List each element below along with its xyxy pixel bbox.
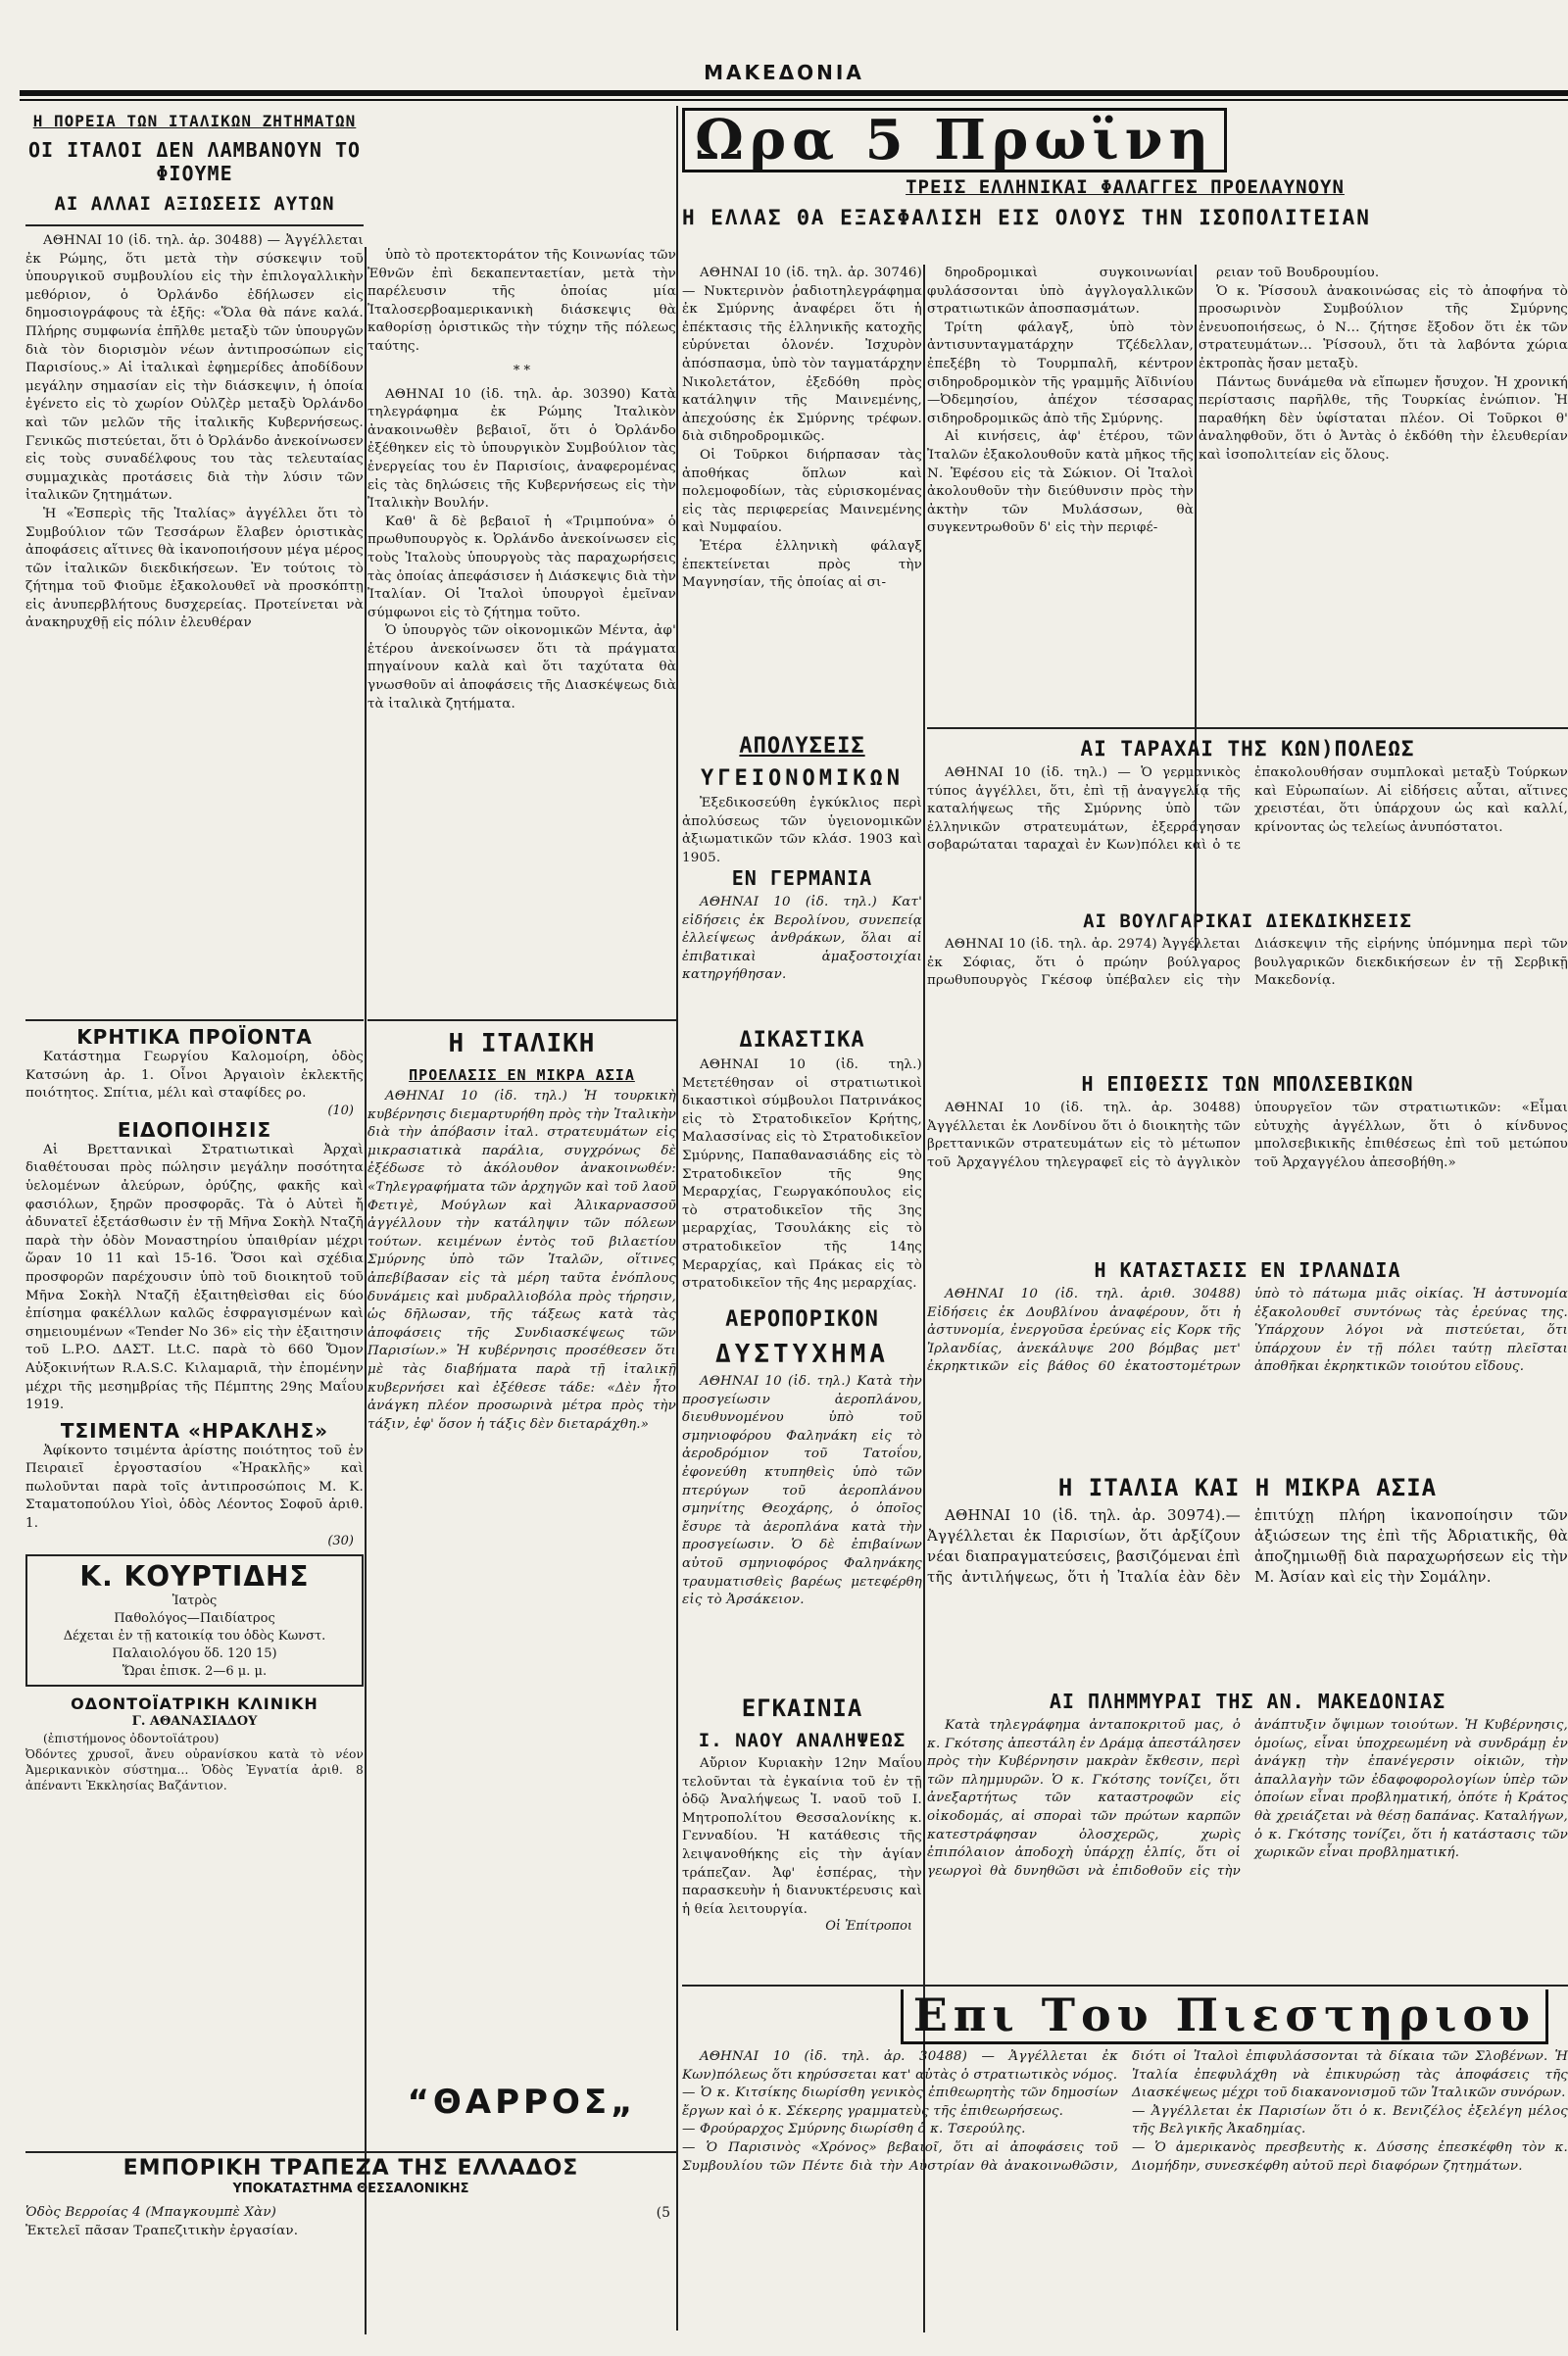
bulgarian-article — [927, 907, 1568, 1054]
kourtidis-title: Κ. ΚΟΥΡΤΙΔΗΣ — [79, 1559, 310, 1593]
egkainia-title: ΕΓΚΑΙΝΙΑ — [741, 1694, 863, 1722]
headline: ΟΙ ΙΤΑΛΟΙ ΔΕΝ ΛΑΜΒΑΝΟΥΝ ΤΟ ΦΙΟΥΜΕ — [27, 138, 362, 185]
paragraph: ΑΘΗΝΑΙ 10 (ἰδ. τηλ. ἀρ. 30488) — Ἀγγέλλεται ἐκ Κων)πόλεως ὅτι κηρύσσεται κατ' αὐτὰς ὁ στρατιωτικὸς νόμος. — Ὁ κ. Κιτσίκης διωρίσθη γενικὸς ἐπιθεωρητὴς τῶν δημοσίων ἔργων καὶ ὁ κ. Σέκερης γραμματεὺς τῆς ἐπιθεωρήσεως. — Φρούραρχος Σμύρνης διωρίσθη ὁ κ. Τσερούλης. — Ὁ Παρισινὸς «Χρόνος» βεβαιοῖ, ὅτι αἱ ἀποφάσεις τοῦ Συμβουλίου τῶν Πέντε διὰ τὴν Αὐστρίαν θὰ ἀνακοινωθῶσιν, διότι οἱ Ἰταλοὶ ἐπιφυλάσσονται τὰ δίκαια τῶν Σλοβένων. Ἡ Ἰταλία ἐπεφυλάχθη νὰ ἐπικυρώσῃ τὰς ἀποφάσεις τῆς Διασκέψεως μέχρι τοῦ διακανονισμοῦ τῶν Ἰταλικῶν συνόρων. — Ἀγγέλλεται ἐκ Παρισίων ὅτι ὁ κ. Βενιζέλος ἐξελέγη μέλος τῆς Βελγικῆς Ἀκαδημίας. — Ὁ ἀμερικανὸς πρεσβευτὴς κ. Δύσσης ἐπεσκέφθη τὸν κ. Διομήδην, συνεσκέφθη αὐτοῦ περὶ διαφόρων ζητημάτων. — [682, 2049, 1568, 2174]
press-title: Επι Του Πιεστηριου — [901, 1989, 1548, 2044]
ora-title: Ωρα 5 Πρωϊνη — [682, 108, 1227, 172]
kourtidis-body: Παθολόγος—Παιδίατρος Δέχεται ἐν τῇ κατοικίᾳ του ὁδὸς Κωνστ. Παλαιολόγου ὅδ. 120 15) Ὥραι ἐπισκ. 2—6 μ. μ. — [63, 1610, 326, 1679]
paragraph: Τρίτη φάλαγξ, ὑπὸ τὸν ἀντισυνταγματάρχην Τζέδελλαν, ἐπεξέβη τὸ Τουρμπαλῆ, κέντρον σιδηροδρομικὸν τῆς γραμμῆς Ἀϊδινίου—Ὀδεμησίου, ἀπέχον τέσσαρας σιδηροδρομικῶς ἀπὸ τῆς Σμύρνης. — [927, 319, 1194, 426]
tharros-box — [368, 2083, 676, 2141]
kourtidis-role: Ἰατρὸς — [172, 1593, 218, 1608]
paragraph: ὑπὸ τὸ προτεκτοράτον τῆς Κοινωνίας τῶν Ἐθνῶν ἐπὶ δεκαπενταετίαν, μετὰ τὴν παρέλευσιν τῆς ὁποίας μία Ἰταλοσερβοαμερικανικὴ διάσκεψις θὰ καθορίσῃ ὁριστικῶς τὴν τύχην τῆς πόλεως ταύτης. — [368, 248, 676, 354]
bank-subtitle: ΥΠΟΚΑΤΑΣΤΗΜΑ ΘΕΣΣΑΛΟΝΙΚΗΣ — [232, 2182, 469, 2196]
paragraph: ρειαν τοῦ Βουδρουμίου. — [1216, 266, 1380, 280]
greek-advance-continued — [927, 265, 1194, 725]
paragraph: δηροδρομικαὶ συγκοινωνίαι φυλάσσονται ὑπὸ ἀγγλογαλλικῶν στρατιωτικῶν ἀποσπασμάτων. — [927, 266, 1194, 318]
ora-header — [682, 108, 1568, 265]
italy-asia-article — [927, 1470, 1568, 1666]
paragraph: Ἐξεδικοσεύθη ἐγκύκλιος περὶ ἀπολύσεως τῶν ὑγειονομικῶν ἀξιωματικῶν τῶν κλάσ. 1903 καὶ 1905. — [682, 796, 922, 865]
paragraph: ΑΘΗΝΑΙ 10 (ἰδ. τηλ. ἀρ. 2974) Ἀγγέλλεται ἐκ Σόφιας, ὅτι ὁ πρώην βούλγαρος πρωθυπουργὸς Γκέσοφ ὑπέβαλεν εἰς τὴν Διάσκεψιν τῆς εἰρήνης ὑπόμνημα περὶ τῶν βουλγαρικῶν διεκδικήσεων ἐν τῇ Σερβικῇ Μακεδονίᾳ. — [927, 937, 1568, 989]
paragraph: Αὔριον Κυριακὴν 12ην Μαΐου τελοῦνται τὰ ἐγκαίνια τοῦ ἐν τῇ ὁδῷ Ἀναλήψεως Ἱ. ναοῦ τοῦ Ι. Μητροπολίτου Θεσσαλονίκης κ. Γενναδίου. Ἡ κατάθεσις τῆς λειψανοθήκης εἰς τὴν ἁγίαν τράπεζαν. Ἀφ' ἑσπέρας, τὴν παρασκευὴν ἡ διανυκτέρευσις καὶ ἡ θεία λειτουργία. — [682, 1756, 922, 1917]
greek-advance-end — [1199, 265, 1568, 725]
greek-advance-article — [682, 265, 922, 725]
paragraph: Ἡ «Ἑσπερὶς τῆς Ἰταλίας» ἀγγέλλει ὅτι τὸ Συμβούλιον τῶν Τεσσάρων ἔλαβεν ὁριστικὰς ἀποφάσεις αἵτινες θὰ ἱκανοποιήσουν μέγα μέρος τῶν ἰταλικῶν διεκδικήσεων. Ἐν τούτοις τὸ ζήτημα τοῦ Φιοῦμε ἐξακολουθεῖ νὰ προσκόπτῃ εἰς ἀνυπερβλήτους δυσχερείας. Προτείνεται νὰ ἀνακηρυχθῇ εἰς πόλιν ἐλευθέραν — [25, 506, 364, 631]
constantinople-title: ΑΙ ΤΑΡΑΧΑΙ ΤΗΣ ΚΩΝ)ΠΟΛΕΩΣ — [1080, 737, 1415, 761]
top-rule-thin — [20, 99, 1568, 101]
paragraph: ΑΘΗΝΑΙ 10 (ἰδ. τηλ. ἀρ. 30488) Ἀγγέλλεται ἐκ Λονδίνου ὅτι ὁ διοικητὴς τῶν βρεττανικῶν στρατευμάτων εἰς τὸ μέτωπον τοῦ Ἀρχαγγέλου τηλεγραφεῖ εἰς τὸ ἀγγλικὸν ὑπουργεῖον τῶν στρατιωτικῶν: «Εἶμαι εὐτυχὴς ἀγγέλλων, ὅτι ὁ κίνδυνος μπολσεβικικῆς ἐπιθέσεως ἐπὶ τοῦ μετώπου τοῦ Ἀρχαγγέλου ἀπεσοβήθη.» — [927, 1101, 1568, 1170]
ireland-article — [927, 1254, 1568, 1470]
column-rule — [365, 247, 367, 2334]
italian-issues-continued — [368, 247, 676, 1011]
paragraph: Καθ' ἃ δὲ βεβαιοῖ ἡ «Τριμπούνα» ὁ πρωθυπουργὸς κ. Ὀρλάνδο ἀνεκοίνωσεν εἰς τοὺς Ἰταλοὺς ὑπουργοὺς τὰς παραχωρήσεις τὰς ὁποίας ἀπεφάσισεν ἡ Διάσκεψις διὰ τὴν Ἰταλίαν. Οἱ Ἰταλοὶ ὑπουργοὶ ἐμεῖναν σύμφωνοι εἰς τὸ ζήτημα τοῦτο. — [368, 514, 676, 620]
paragraph: ΑΘΗΝΑΙ 10 (ἰδ. τηλ. ἀρ. 30488) — Ἀγγέλλεται ἐκ Ρώμης, ὅτι μετὰ τὴν σύσκεψιν τοῦ ὑπουργικοῦ συμβουλίου εἰς τὴν ἐπιλογαλλικὴν μεθόριον, ὁ Ὀρλάνδο ἐδήλωσεν εἰς δημοσιογράφους τὰ ἑξῆς: «Ὅλα θὰ πάνε καλά. Πλήρης συμφωνία ἐπῆλθε μεταξὺ τῶν ὑπουργῶν διὰ τὸν διορισμὸν νέων ἀντιπροσώπων εἰς Παρισίους.» Αἱ ἰταλικαὶ ἐφημερίδες ἀποδίδουν μεγάλην σημασίαν εἰς τὴν διάσκεψιν, ἡ ὁποία ἐγένετο εἰς τὸ χωρίον Οὐλζὲρ μεταξὺ Ὀρλάνδο καὶ τῶν μελῶν τῆς ἰταλικῆς Κυβερνήσεως. Γενικῶς πιστεύεται, ὅτι ὁ Ὀρλάνδο ἀνεκοίνωσεν εἰς τοὺς συναδέλφους του τὰς τελευταίας συμμαχικὰς προτάσεις διὰ τὴν λύσιν τῶν ἰταλικῶν ζητημάτων. — [25, 233, 364, 504]
kourtidis-ad — [25, 1554, 364, 1687]
divider — [25, 1019, 364, 1021]
paragraph: ΑΘΗΝΑΙ 10 (ἰδ. τηλ.) Κατ' εἰδήσεις ἐκ Βερολίνου, συνεπείᾳ ἐλλείψεως ἀνθράκων, ὅλαι αἱ ἐπιβατικαὶ ἁμαξοστοιχίαι κατηργήθησαν. — [682, 895, 922, 983]
column-rule — [676, 106, 678, 2331]
paragraph: ΑΘΗΝΑΙ 10 (ἰδ. τηλ.) Κατὰ τὴν προσγείωσιν ἀεροπλάνου, διευθυνομένου ὑπὸ τοῦ σμηνιοφόρου Φαληνάκη εἰς τὸ ἀεροδρόμιον τοῦ Τατοΐου, ἐφονεύθη κτυπηθεὶς ὑπὸ τῶν πτερύγων τοῦ ἀεροπλάνου σμηνίτης Θεοχάρης, ὁ ὁποῖος ἔσυρε τὰ ἀεροπλάνα κατὰ τὴν προσγείωσιν. Ὁ δὲ ἐπιβαίνων αὐτοῦ σμηνιοφόρος Φαληνάκης τραυματισθεὶς βαρέως μετεφέρθη εἰς τὸ Ἀρσάκειον. — [682, 1374, 922, 1608]
ad-code: (10) — [327, 1103, 354, 1118]
aeroporikon-title: ΑΕΡΟΠΟΡΙΚΟΝ — [725, 1307, 879, 1332]
ad-body: Αἱ Βρεττανικαὶ Στρατιωτικαὶ Ἀρχαὶ διαθέτουσαι πρὸς πώλησιν μεγάλην ποσότητα ὑελομένων ἀλεύρων, ὀρύζης, φακῆς καὶ φασιόλων, ξηρῶν προσφορᾶς. Τὰ ὁ Αὐτεὶ ἤ ἀδυνατεῖ ἐξετάσθωσιν ἐν τῇ Μῆνα Σοκὴλ Νταζῆ παρὰ τὴν ὁδὸν Μοναστηρίου ὑπαιθρίαν μέχρι ὥραν 10 11 καὶ 15-16. Ὅσοι καὶ σχέδια προσφορῶν παρέχουσιν ὑπὸ τοῦ διοικητοῦ τοῦ Μῆνα Σοκὴλ Νταζῆ ἐξαιτηθεὶσθαι εἰς δύο ἐπίσημα φακέλλων καλῶς ἐσφραγισμένων καὶ σημειουμένων «Tender No 36» εἰς τὴν ἐξαιτησιν τοῦ L.P.O. ΔΑΣΤ. Lt.C. παρὰ τὸ 660 Ὄμον Αὐξοκινήτων R.A.S.C. Κιλαμαριᾶ, τὴν ἐπομένην μέχρι τῆς μεσημβρίας τῆς Πέμπτης 29ης Μαΐου 1919. — [25, 1142, 364, 1413]
divider — [682, 1985, 1568, 1987]
ora-headline: Η ΕΛΛΑΣ ΘΑ ΕΞΑΣΦΑΛΙΣΗ ΕΙΣ ΟΛΟΥΣ ΤΗΝ ΙΣΟΠΟΛΙΤΕΙΑΝ — [682, 206, 1371, 229]
bank-note: Ἐκτελεῖ πᾶσαν Τραπεζιτικὴν ἐργασίαν. — [25, 2223, 299, 2238]
dental-body: (ἐπιστήμονος ὀδοντοϊάτρου) Ὀδόντες χρυσοῖ, ἄνευ οὐρανίσκου κατὰ τὸ νέον Ἀμερικανικὸν σύστημα... Ὁδὸς Ἐγνατία ἀριθ. 8 ἀπέναντι Ἐκκλησίας Βαζάντιον. — [25, 1731, 364, 1792]
constantinople-article — [927, 733, 1568, 900]
paragraph: ΑΘΗΝΑΙ 10 (ἰδ. τηλ. ἀρ. 30974).—Ἀγγέλλεται ἐκ Παρισίων, ὅτι ἀρξίζουν νέαι διαπραγματεύσεις, βασιζόμεναι ἐπὶ τῆς ἀντιλήψεως, ὅτι ἡ Ἰταλία ἐὰν δὲν ἐπιτύχῃ πλήρη ἱκανοποίησιν τῶν ἀξιώσεων της ἐπὶ τῆς Ἀδριατικῆς, θὰ ἀποζημιωθῇ διὰ παραχωρήσεων εἰς τὴν Μ. Ἀσίαν καὶ εἰς τὴν Σομάλην. — [927, 1506, 1568, 1586]
paragraph: Ὁ ὑπουργὸς τῶν οἰκονομικῶν Μέντα, ἀφ' ἑτέρου ἀνεκοίνωσεν ὅτι τὰ πράγματα πηγαίνουν καλὰ καὶ ὅτι ταχύτατα θὰ γνωσθοῦν αἱ ἀποφάσεις τῆς Διασκέψεως διὰ τὰ ἰταλικὰ ζητήματα. — [368, 623, 676, 712]
divider — [25, 2151, 676, 2153]
bolshevik-article — [927, 1068, 1568, 1245]
egkainia-subtitle: Ι. ΝΑΟΥ ΑΝΑΛΗΨΕΩΣ — [698, 1730, 906, 1751]
aeroporikon-title-2: ΔΥΣΤΥΧΗΜΑ — [715, 1340, 889, 1369]
bank-ad — [25, 2156, 676, 2342]
subheadline: ΑΙ ΑΛΛΑΙ ΑΞΙΩΣΕΙΣ ΑΥΤΩΝ — [54, 193, 335, 215]
germany-article — [682, 862, 922, 1019]
divider — [25, 224, 364, 226]
paragraph: Ἑτέρα ἑλληνικὴ φάλαγξ ἐπεκτείνεται πρὸς τὴν Μαγνησίαν, τῆς ὁποίας αἱ σι- — [682, 538, 922, 591]
italiki-subtitle: ΠΡΟΕΛΑΣΙΣ ΕΝ ΜΙΚΡΑ ΑΣΙΑ — [409, 1066, 635, 1084]
ads-column — [25, 1025, 364, 2211]
masthead: ΜΑΚΕΔΟΝΙΑ — [704, 61, 864, 84]
germany-title: ΕΝ ΓΕΡΜΑΝΙΑ — [731, 866, 873, 890]
ad-body: Κατάστημα Γεωργίου Καλομοίρη, ὁδὸς Κατσώνη ἀρ. 1. Οἶνοι Ἀργαιοὶν ἐκλεκτῆς ποιότητος. Σπίτια, μέλι καὶ σταφίδες ρο. — [25, 1050, 364, 1102]
paragraph: ΑΘΗΝΑΙ 10 (ἰδ. τηλ.) — Ὁ γερμανικὸς τύπος ἀγγέλλει, ὅτι, ἐπὶ τῇ ἀναγγελίᾳ τῆς καταλήψεως τῆς Σμύρνης ὑπὸ τῶν ἑλληνικῶν στρατευμάτων, ἐξερράγησαν σοβαρώταται ταραχαὶ ἐν Κων)πόλει καὶ ὁ τε ἐπακολουθήσαν συμπλοκαὶ μεταξὺ Τούρκων καὶ Εὐρωπαίων. Αἱ εἰδήσεις αὗται, αἵτινες χρειστέαι, ὅτι ὑπάρχουν ὡς καὶ καλλί, κρίνοντας ὡς τελείως ἀνυπόστατοι. — [927, 765, 1568, 854]
bulgarian-title: ΑΙ ΒΟΥΛΓΑΡΙΚΑΙ ΔΙΕΚΔΙΚΗΣΕΙΣ — [1083, 910, 1412, 932]
divider — [927, 727, 1568, 729]
paragraph: Κατὰ τηλεγράφημα ἀνταποκριτοῦ μας, ὁ κ. Γκότσης ἀπεστάλη ἐν Δράμᾳ ἀπεστάλησεν πρὸς τὴν Κυβέρνησιν μακρὰν ἔκθεσιν, περὶ τῶν πλημμυρῶν. Ὁ κ. Γκότσης τονίζει, ὅτι ἀνεξαρτήτως τῶν καταστροφῶν εἰς οἰκοδομάς, αἱ σποραὶ τῶν πρώτων καρπῶν κατεστράφησαν ὁλοσχερῶς, χωρὶς ἐπιπόλαιον ἀποδοχὴ ὑπάρχῃ ἐλπίς, ὅτι οἱ γεωργοὶ θὰ δυνηθῶσι νὰ ἐπιδοθοῦν εἰς τὴν ἀνάπτυξιν ὄψιμων τοιούτων. Ἡ Κυβέρνησις, ὁμοίως, εἶναι ὑποχρεωμένη νὰ συνδράμῃ ἐν ἀνάγκῃ τὴν ἐπανέγερσιν οἰκιῶν, τὴν ἀπαλλαγὴν τῶν ἐδαφοφορολογίων ὑπὲρ τῶν ὁποίων εἶναι προβληματική, ὁπότε ἡ Κράτος θὰ χρειάζεται νὰ θέσῃ δαπάνας. Καταλήγων, ὁ κ. Γκότσης τονίζει, ὅτι ἡ κατάστασις τῶν χωρικῶν εἶναι προβληματική. — [927, 1718, 1568, 1879]
eidopoiisis-title: ΕΙΔΟΠΟΙΗΣΙΣ — [117, 1117, 272, 1142]
top-rule — [20, 90, 1568, 96]
divider — [368, 1019, 676, 1021]
floods-title: ΑΙ ΠΛΗΜΜΥΡΑΙ ΤΗΣ ΑΝ. ΜΑΚΕΔΟΝΙΑΣ — [1049, 1690, 1446, 1713]
paragraph: Αἱ κινήσεις, ἀφ' ἑτέρου, τῶν Ἰταλῶν ἐξακολουθοῦν κατὰ μῆκος τῆς Ν. Ἐφέσου εἰς τὰ Σώκιον. Οἱ Ἰταλοὶ ἀκολουθοῦν τὴν διεύθυνσιν πρὸς τὴν ἀκτὴν τῶν Μυλάσσων, θὰ συγκεντρωθοῦν δ' εἰς τὴν περιφέ- — [927, 429, 1194, 536]
paragraph: Οἱ Τοῦρκοι διήρπασαν τὰς ἀποθήκας ὅπλων καὶ πολεμοφοδίων, τὰς εὑρισκομένας εἰς τὰς περιφερείας Μαινεμένης καὶ Νυμφαίου. — [682, 447, 922, 536]
bolshevik-title: Η ΕΠΙΘΕΣΙΣ ΤΩΝ ΜΠΟΛΣΕΒΙΚΩΝ — [1081, 1072, 1414, 1096]
dental-title: ΟΔΟΝΤΟΪΑΤΡΙΚΗ ΚΛΙΝΙΚΗ — [71, 1693, 318, 1713]
italiki-title: Η ΙΤΑΛΙΚΗ — [448, 1029, 596, 1058]
paragraph: ΑΘΗΝΑΙ 10 (ἰδ. τηλ. ἀριθ. 30488) Εἰδήσεις ἐκ Δουβλίνου ἀναφέρουν, ὅτι ἡ ἀστυνομία, ἐνεργοῦσα ἐρεύνας εἰς Κορκ τῆς Ἰρλανδίας, ἀνεκάλυψε 200 βόμβας μετ' ἐκρηκτικῶν εἰς βάθος 60 ἑκατοστομέτρων ὑπὸ τὸ πάτωμα μιᾶς οἰκίας. Ἡ ἀστυνομία ἐξακολουθεῖ συντόνως τὰς ἐρεύνας της. Ὑπάρχουν λόγοι νὰ πιστεύεται, ὅτι ὑπάρχουν ἐν τῇ πόλει ταύτῃ πλεῖσται ἀποθῆκαι ἐκρηκτικῶν τοιούτου εἴδους. — [927, 1287, 1568, 1375]
dikastika-article — [682, 1024, 922, 1318]
stars-separator: * * — [513, 363, 531, 378]
aeroporikon-article — [682, 1303, 922, 1676]
paragraph: ΑΘΗΝΑΙ 10 (ἰδ. τηλ.) Ἡ τουρκικὴ κυβέρνησις διεμαρτυρήθη πρὸς τὴν Ἰταλικὴν διὰ τὴν ἀπόβασιν ἰταλ. στρατευμάτων εἰς μικρασιατικὰ παράλια, συγχρόνως δὲ ἐξέδωσε τὸ ἀκόλουθον ἀνακοινωθέν: «Τηλεγραφήματα τῶν ἀρχηγῶν καὶ τοῦ λαοῦ Φετιγὲ, Μούγλων καὶ Ἀλικαρνασσοῦ ἀγγέλλουν τὴν κατάληψιν τῶν πόλεων τούτων. κειμένων ἐντὸς τοῦ βιλαετίου Σμύρνης ὑπὸ τῶν Ἰταλῶν, οἵτινες ἀπεβίβασαν εἰς τὰ μέρη ταῦτα ἐνόπλους δυνάμεις καὶ μυδραλλιοβόλα πρὸς τήρησιν, ὡς δῆλωσαν, τῆς τάξεως κατὰ τὰς ἀποφάσεις τῆς Συνδιασκέψεως τῶν Παρισίων.» Ἡ κυβέρνησις προσέθεσεν ὅτι μὲ τὰς διαβήματα παρὰ τῇ ἰταλικῇ κυβερνήσει καὶ ἐξέθεσε τάδε: «Δὲν ἦτο ἀνάγκη πλέον προσωρινὰ μέτρα πρὸς τὴν τάξιν, ἐφ' ὅσον ἡ τάξις δὲν διεταράχθη.» — [368, 1089, 676, 1432]
bank-title: ΕΜΠΟΡΙΚΗ ΤΡΑΠΕΖΑ ΤΗΣ ΕΛΛΑΔΟΣ — [122, 2156, 579, 2181]
italy-asia-title: Η ΙΤΑΛΙΑ ΚΑΙ Η ΜΙΚΡΑ ΑΣΙΑ — [1057, 1474, 1438, 1501]
paragraph: Ὁ κ. Ῥίσσουλ ἀνακοινώσας εἰς τὸ ἀποφήνα τὸ προσωρινὸν Συμβούλιον τῆς Σμύρνης ἐνευοποιήσεως, ὁ Ν... ζήτησε ἔξοδον ὅτι ἐκ τῶν στρατευμάτων... Ῥίσσουλ, ὅτι τὰ λαβόντα χώρια ἐκτροπὰς ἤσαν μεταξὺ. — [1199, 283, 1568, 371]
paragraph: ΑΘΗΝΑΙ 10 (ἰδ. τηλ. ἀρ. 30390) Κατὰ τηλεγράφημα ἐκ Ρώμης Ἰταλικὸν ἀνακοινωθὲν βεβαιοῖ, ὅτι ὁ Ὀρλάνδο ἐξέθηκεν εἰς τὸ ὑπουργικὸν Συμβούλιον τὰς ἐνεργείας του ἐν Παρισίοις, ἀναφερομένας εἰς τὰς δηλώσεις τῆς Κυβερνήσεως εἰς τὴν Ἰταλικὴν Βουλήν. — [368, 386, 676, 512]
ad-code: (30) — [327, 1533, 354, 1548]
page-code: (5 — [656, 2205, 670, 2221]
italian-issues-article — [25, 108, 364, 1019]
egkainia-article — [682, 1691, 922, 1975]
dikastika-title: ΔΙΚΑΣΤΙΚΑ — [739, 1028, 865, 1053]
paragraph: ΑΘΗΝΑΙ 10 (ἰδ. τηλ.) Μετετέθησαν οἱ στρατιωτικοὶ δικαστικοὶ σύμβουλοι Πατρινάκος εἰς τὸ Στρατοδικεῖον Κρήτης, Μαλασσίνας εἰς τὸ Στρατοδικεῖον Σμύρνης, Παπαθανασιάδης εἰς τὸ Στρατοδικεῖον τῆς 9ης Μεραρχίας, Γεωργακόπουλος εἰς τὸ στρατοδικεῖον τῆς 3ης μεραρχίας, Τσουλάκης εἰς τὸ στρατοδικεῖον τῆς 14ης Μεραρχίας, καὶ Πράκας εἰς τὸ στρατοδικεῖον τῆς 4ης μεραρχίας. — [682, 1057, 922, 1292]
kicker: Η ΠΟΡΕΙΑ ΤΩΝ ΙΤΑΛΙΚΩΝ ΖΗΤΗΜΑΤΩΝ — [32, 112, 357, 130]
tsimenta-title: ΤΣΙΜΕΝΤΑ «ΗΡΑΚΛΗΣ» — [60, 1418, 329, 1443]
tharros-title: “ΘΑΡΡΟΣ„ — [407, 2083, 637, 2122]
apolyseis-title-2: ΥΓΕΙΟΝΟΜΙΚΩΝ — [701, 766, 904, 791]
kritika-title: ΚΡΗΤΙΚΑ ΠΡΟΪΟΝΤΑ — [76, 1025, 313, 1049]
ora-subtitle: ΤΡΕΙΣ ΕΛΛΗΝΙΚΑΙ ΦΑΛΑΓΓΕΣ ΠΡΟΕΛΑΥΝΟΥΝ — [906, 176, 1345, 198]
ireland-title: Η ΚΑΤΑΣΤΑΣΙΣ ΕΝ ΙΡΛΑΝΔΙΑ — [1094, 1258, 1401, 1282]
ad-body: Ἀφίκοντο τσιμέντα ἀρίστης ποιότητος τοῦ ἐν Πειραιεῖ ἐργοστασίου «Ἡρακλῆς» καὶ πωλοῦνται παρὰ τοῖς ἀντιπροσώποις Μ. Κ. Σταματοπούλου Υἱοὶ, ὁδὸς Λέοντος Σοφοῦ ἀριθ. 1. — [25, 1443, 364, 1532]
signature: Οἱ Ἐπίτροποι — [825, 1919, 912, 1935]
italiki-article — [368, 1025, 676, 2084]
press-article — [682, 1989, 1568, 2342]
bank-address: Ὁδὸς Βερροίας 4 (Μπαγκουμπὲ Χὰν) — [25, 2205, 277, 2220]
floods-article — [927, 1686, 1568, 1970]
dental-name: Γ. ΑΘΑΝΑΣΙΑΔΟΥ — [131, 1713, 258, 1729]
paragraph: ΑΘΗΝΑΙ 10 (ἰδ. τηλ. ἀρ. 30746) — Νυκτερινὸν ῥαδιοτηλεγράφημα ἐκ Σμύρνης ἀναφέρει ὅτι ἡ ἐπέκτασις τῆς ἑλληνικῆς κατοχῆς εὑρύνεται ὁλονέν. Ἰσχυρὸν ἀπόσπασμα, ὑπὸ τὸν ταγματάρχην Νικολετάτον, ἐξεδόθη πρὸς κατάληψιν τῆς Μαινεμένης, ἀπεχούσης ἐκ Σμύρνης τρέφων. διὰ σιδηροδρομικῶς. — [682, 266, 922, 445]
apolyseis-title: ΑΠΟΛΥΣΕΙΣ — [739, 734, 865, 759]
paragraph: Πάντως δυνάμεθα νὰ εἴπωμεν ἤσυχον. Ἡ χρονική περίστασις παρῆλθε, τῆς Τουρκίας ἐνώπιον. Ἡ παραθήκη δὲν ὑφίσταται πλέον. Οἱ Τοῦρκοι θ' ἀναληφθοῦν, ὅτι ὁ Ἀντὰς ὁ ἐκδόθη τὴν ἐλευθερίαν καὶ ἰσοπολιτείαν εἰς ὅλους. — [1199, 374, 1568, 463]
